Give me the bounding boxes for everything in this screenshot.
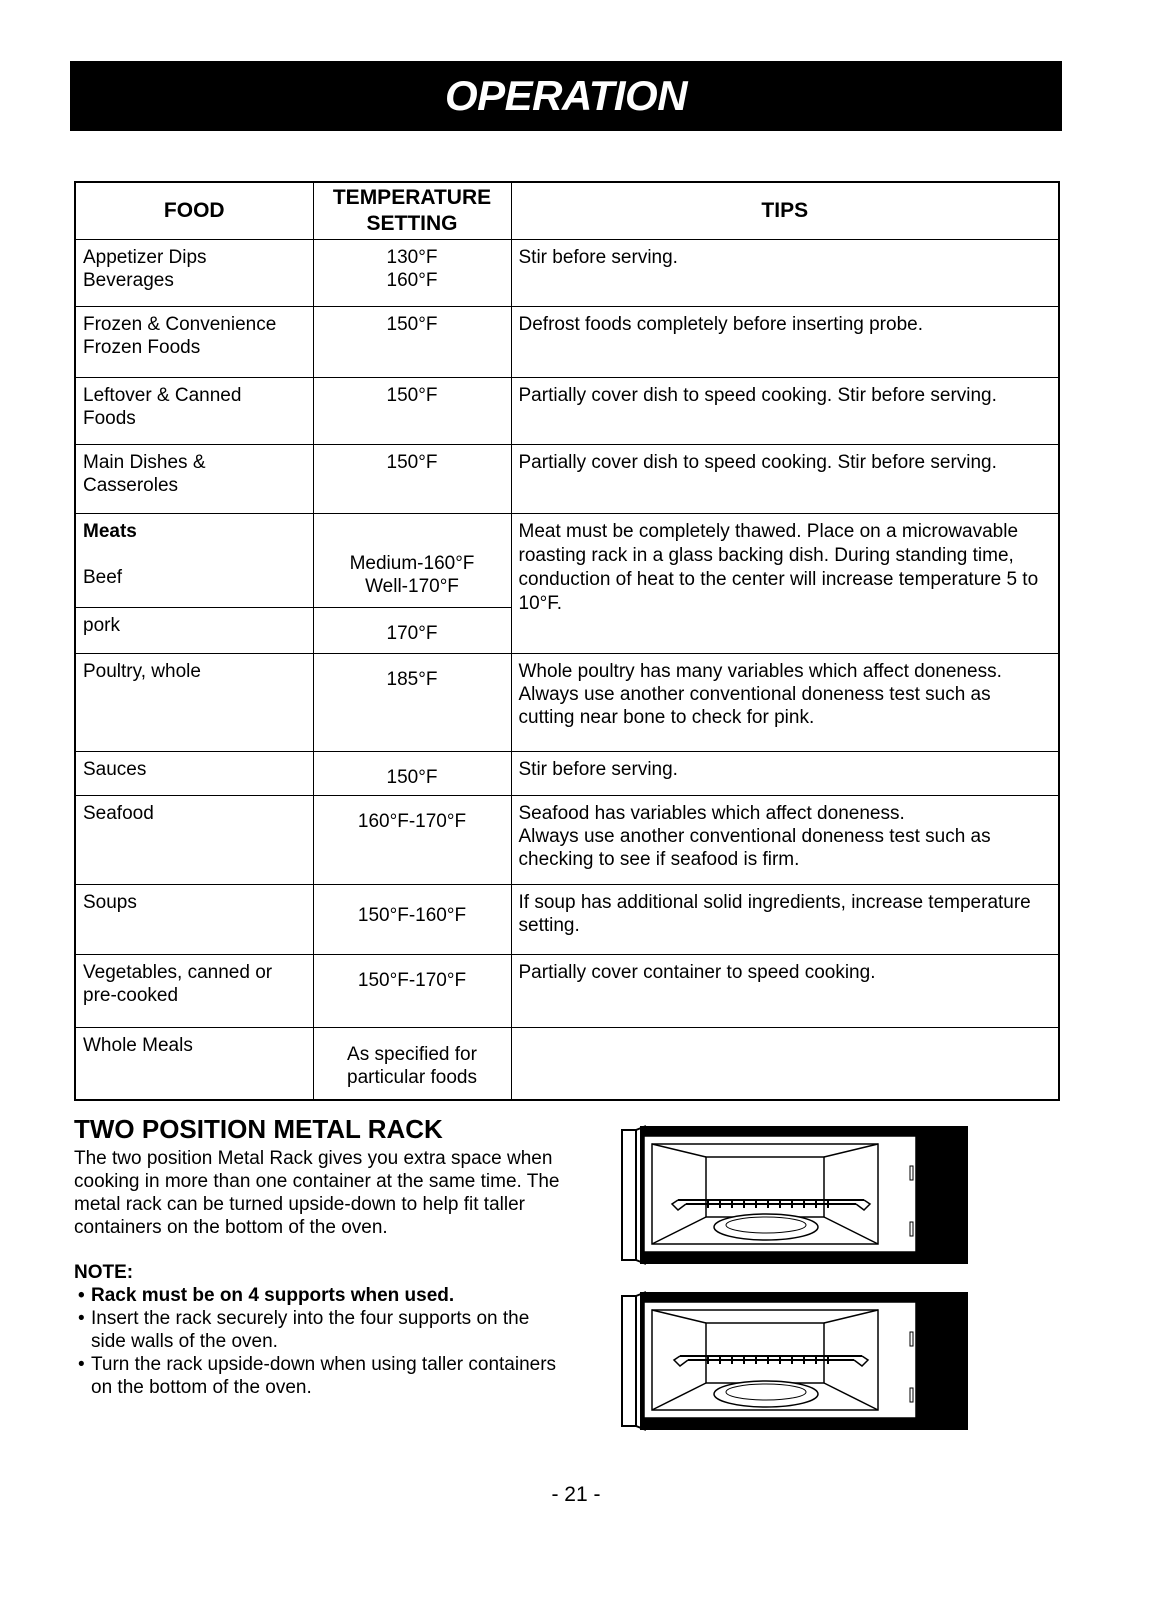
header-temperature: TEMPERATURE SETTING xyxy=(313,182,511,240)
list-item: • Rack must be on 4 supports when used. xyxy=(74,1284,564,1307)
rack-section-title: TWO POSITION METAL RACK xyxy=(74,1114,443,1144)
tips-cell: Stir before serving. xyxy=(511,752,1059,796)
table-row xyxy=(75,445,1059,514)
temp-cell: 160°F-170°F xyxy=(313,796,511,885)
page-number: - 21 - xyxy=(551,1483,601,1506)
header-food: FOOD xyxy=(75,182,313,240)
food-cell: Main Dishes & Casseroles xyxy=(75,445,313,514)
temp-cell: 150°F-160°F xyxy=(313,885,511,955)
food-cell: Whole Meals xyxy=(75,1028,313,1100)
list-item: • Insert the rack securely into the four supports on the side walls of the oven. xyxy=(74,1307,564,1353)
food-cell: Soups xyxy=(75,885,313,955)
table-header-row xyxy=(75,182,1059,240)
header-tips: TIPS xyxy=(511,182,1059,240)
tips-cell: Whole poultry has many variables which affect doneness. Always use another conventional doneness test such as cutting near bone to check for pink. xyxy=(511,654,1059,752)
tips-cell: If soup has additional solid ingredients, increase temperature setting. xyxy=(511,885,1059,955)
rack-description: The two position Metal Rack gives you extra space when cooking in more than one container at the same time. The metal rack can be turned upside-down to help fit taller containers on the bottom of the oven. xyxy=(74,1148,560,1238)
tips-cell: Stir before serving. xyxy=(511,240,1059,307)
food-cell xyxy=(75,514,313,608)
food-cell: Appetizer Dips Beverages xyxy=(75,240,313,307)
tips-cell: Partially cover dish to speed cooking. Stir before serving. xyxy=(511,378,1059,445)
food-cell: pork xyxy=(75,608,313,654)
tips-cell: Partially cover container to speed cooking. xyxy=(511,955,1059,1028)
tips-cell: Seafood has variables which affect doneness. Always use another conventional doneness test such as checking to see if seafood is firm. xyxy=(511,796,1059,885)
header-banner xyxy=(70,61,1062,131)
oven-rack-lower-icon xyxy=(620,1290,970,1432)
table-row xyxy=(75,1028,1059,1100)
note-list xyxy=(74,1284,564,1399)
beef-label: Beef xyxy=(83,567,123,588)
table-row xyxy=(75,654,1059,752)
temp-cell: 185°F xyxy=(313,654,511,752)
temp-cell: 170°F xyxy=(313,608,511,654)
meats-label: Meats xyxy=(83,521,137,542)
temp-cell: 150°F xyxy=(313,378,511,445)
food-cell: Seafood xyxy=(75,796,313,885)
page-title: OPERATION xyxy=(444,72,688,119)
temp-cell: 150°F xyxy=(313,307,511,378)
food-cell: Poultry, whole xyxy=(75,654,313,752)
temp-cell: As specified for particular foods xyxy=(313,1028,511,1100)
table-row xyxy=(75,240,1059,307)
temp-cell: 150°F xyxy=(313,752,511,796)
table-row-meats-beef xyxy=(75,514,1059,608)
temp-cell: 150°F xyxy=(313,445,511,514)
tips-cell: Defrost foods completely before inserting probe. xyxy=(511,307,1059,378)
oven-rack-upper-icon xyxy=(620,1124,970,1266)
table-row xyxy=(75,307,1059,378)
tips-cell: Meat must be completely thawed. Place on a microwavable roasting rack in a glass backing dish. During standing time, conduction of heat to the center will increase temperature 5 to 10°F. xyxy=(511,514,1059,654)
food-cell: Sauces xyxy=(75,752,313,796)
temp-cell: 150°F-170°F xyxy=(313,955,511,1028)
table-row xyxy=(75,752,1059,796)
table-row xyxy=(75,955,1059,1028)
note-label: NOTE: xyxy=(74,1262,134,1283)
food-cell: Frozen & Convenience Frozen Foods xyxy=(75,307,313,378)
table-row xyxy=(75,796,1059,885)
food-temperature-table xyxy=(74,181,1060,1101)
temp-cell: Medium-160°F Well-170°F xyxy=(313,514,511,608)
temp-cell: 130°F 160°F xyxy=(313,240,511,307)
food-cell: Leftover & Canned Foods xyxy=(75,378,313,445)
table-row xyxy=(75,885,1059,955)
tips-cell: Partially cover dish to speed cooking. Stir before serving. xyxy=(511,445,1059,514)
table-row xyxy=(75,378,1059,445)
food-cell: Vegetables, canned or pre-cooked xyxy=(75,955,313,1028)
list-item: • Turn the rack upside-down when using taller containers on the bottom of the oven. xyxy=(74,1353,564,1399)
tips-cell xyxy=(511,1028,1059,1100)
